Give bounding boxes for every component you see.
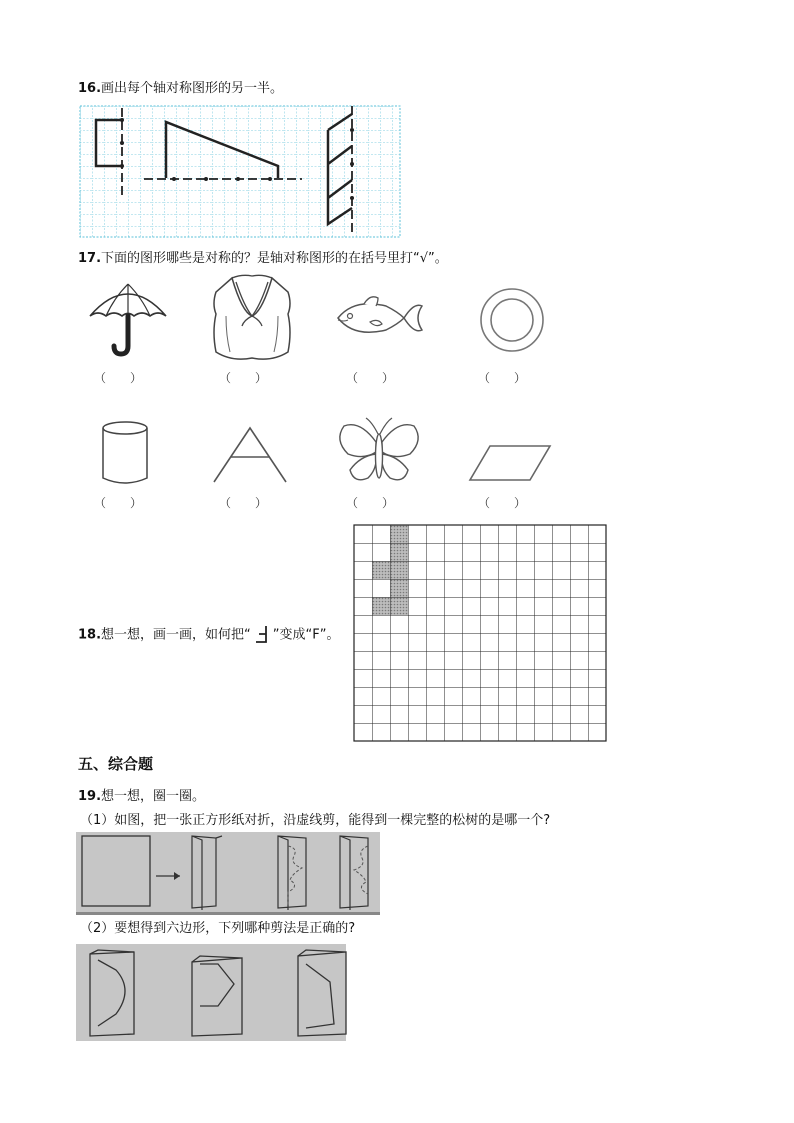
- question-number: 17.: [78, 251, 102, 266]
- q16-grid-figure: [80, 106, 400, 237]
- rotated-f-icon: [251, 627, 273, 643]
- umbrella-icon: [88, 280, 168, 356]
- angle-a-icon: [210, 426, 290, 486]
- answer-paren[interactable]: （ ）: [478, 371, 527, 385]
- answer-paren[interactable]: （ ）: [478, 496, 527, 510]
- vest-icon: [212, 272, 292, 364]
- answer-paren[interactable]: （ ）: [94, 496, 143, 510]
- question-number: 18.: [78, 627, 102, 643]
- q19-part1: （1）如图，把一张正方形纸对折，沿虚线剪，能得到一棵完整的松树的是哪一个?: [80, 813, 551, 828]
- question-16: [78, 81, 283, 97]
- question-number: 19.: [78, 789, 102, 804]
- answer-paren[interactable]: （ ）: [94, 371, 143, 385]
- answer-paren[interactable]: （ ）: [219, 496, 268, 510]
- ring-icon: [478, 286, 546, 354]
- question-18: [78, 627, 339, 644]
- folding-tree-figure: [76, 832, 380, 915]
- question-text-before: 想一想，画一画，如何把“: [101, 627, 251, 643]
- q19-part2: （2）要想得到六边形，下列哪种剪法是正确的?: [80, 921, 356, 936]
- section-title: 五、综合题: [78, 755, 154, 773]
- question-number: 16.: [78, 81, 102, 96]
- butterfly-icon: [336, 416, 422, 488]
- question-17: [78, 251, 448, 267]
- q18-square-grid: [354, 525, 606, 741]
- question-19: [78, 789, 205, 805]
- cylinder-icon: [100, 420, 150, 486]
- question-text: 想一想，圈一圈。: [101, 789, 206, 804]
- answer-paren[interactable]: （ ）: [346, 371, 395, 385]
- hexagon-cut-figure: [76, 944, 346, 1041]
- question-text-after: ”变成“F”。: [272, 627, 340, 643]
- parallelogram-icon: [468, 444, 552, 484]
- question-text: 下面的图形哪些是对称的？是轴对称图形的在括号里打“√”。: [101, 251, 448, 266]
- answer-paren[interactable]: （ ）: [346, 496, 395, 510]
- fish-icon: [334, 292, 424, 342]
- answer-paren[interactable]: （ ）: [219, 371, 268, 385]
- question-text: 画出每个轴对称图形的另一半。: [101, 81, 284, 96]
